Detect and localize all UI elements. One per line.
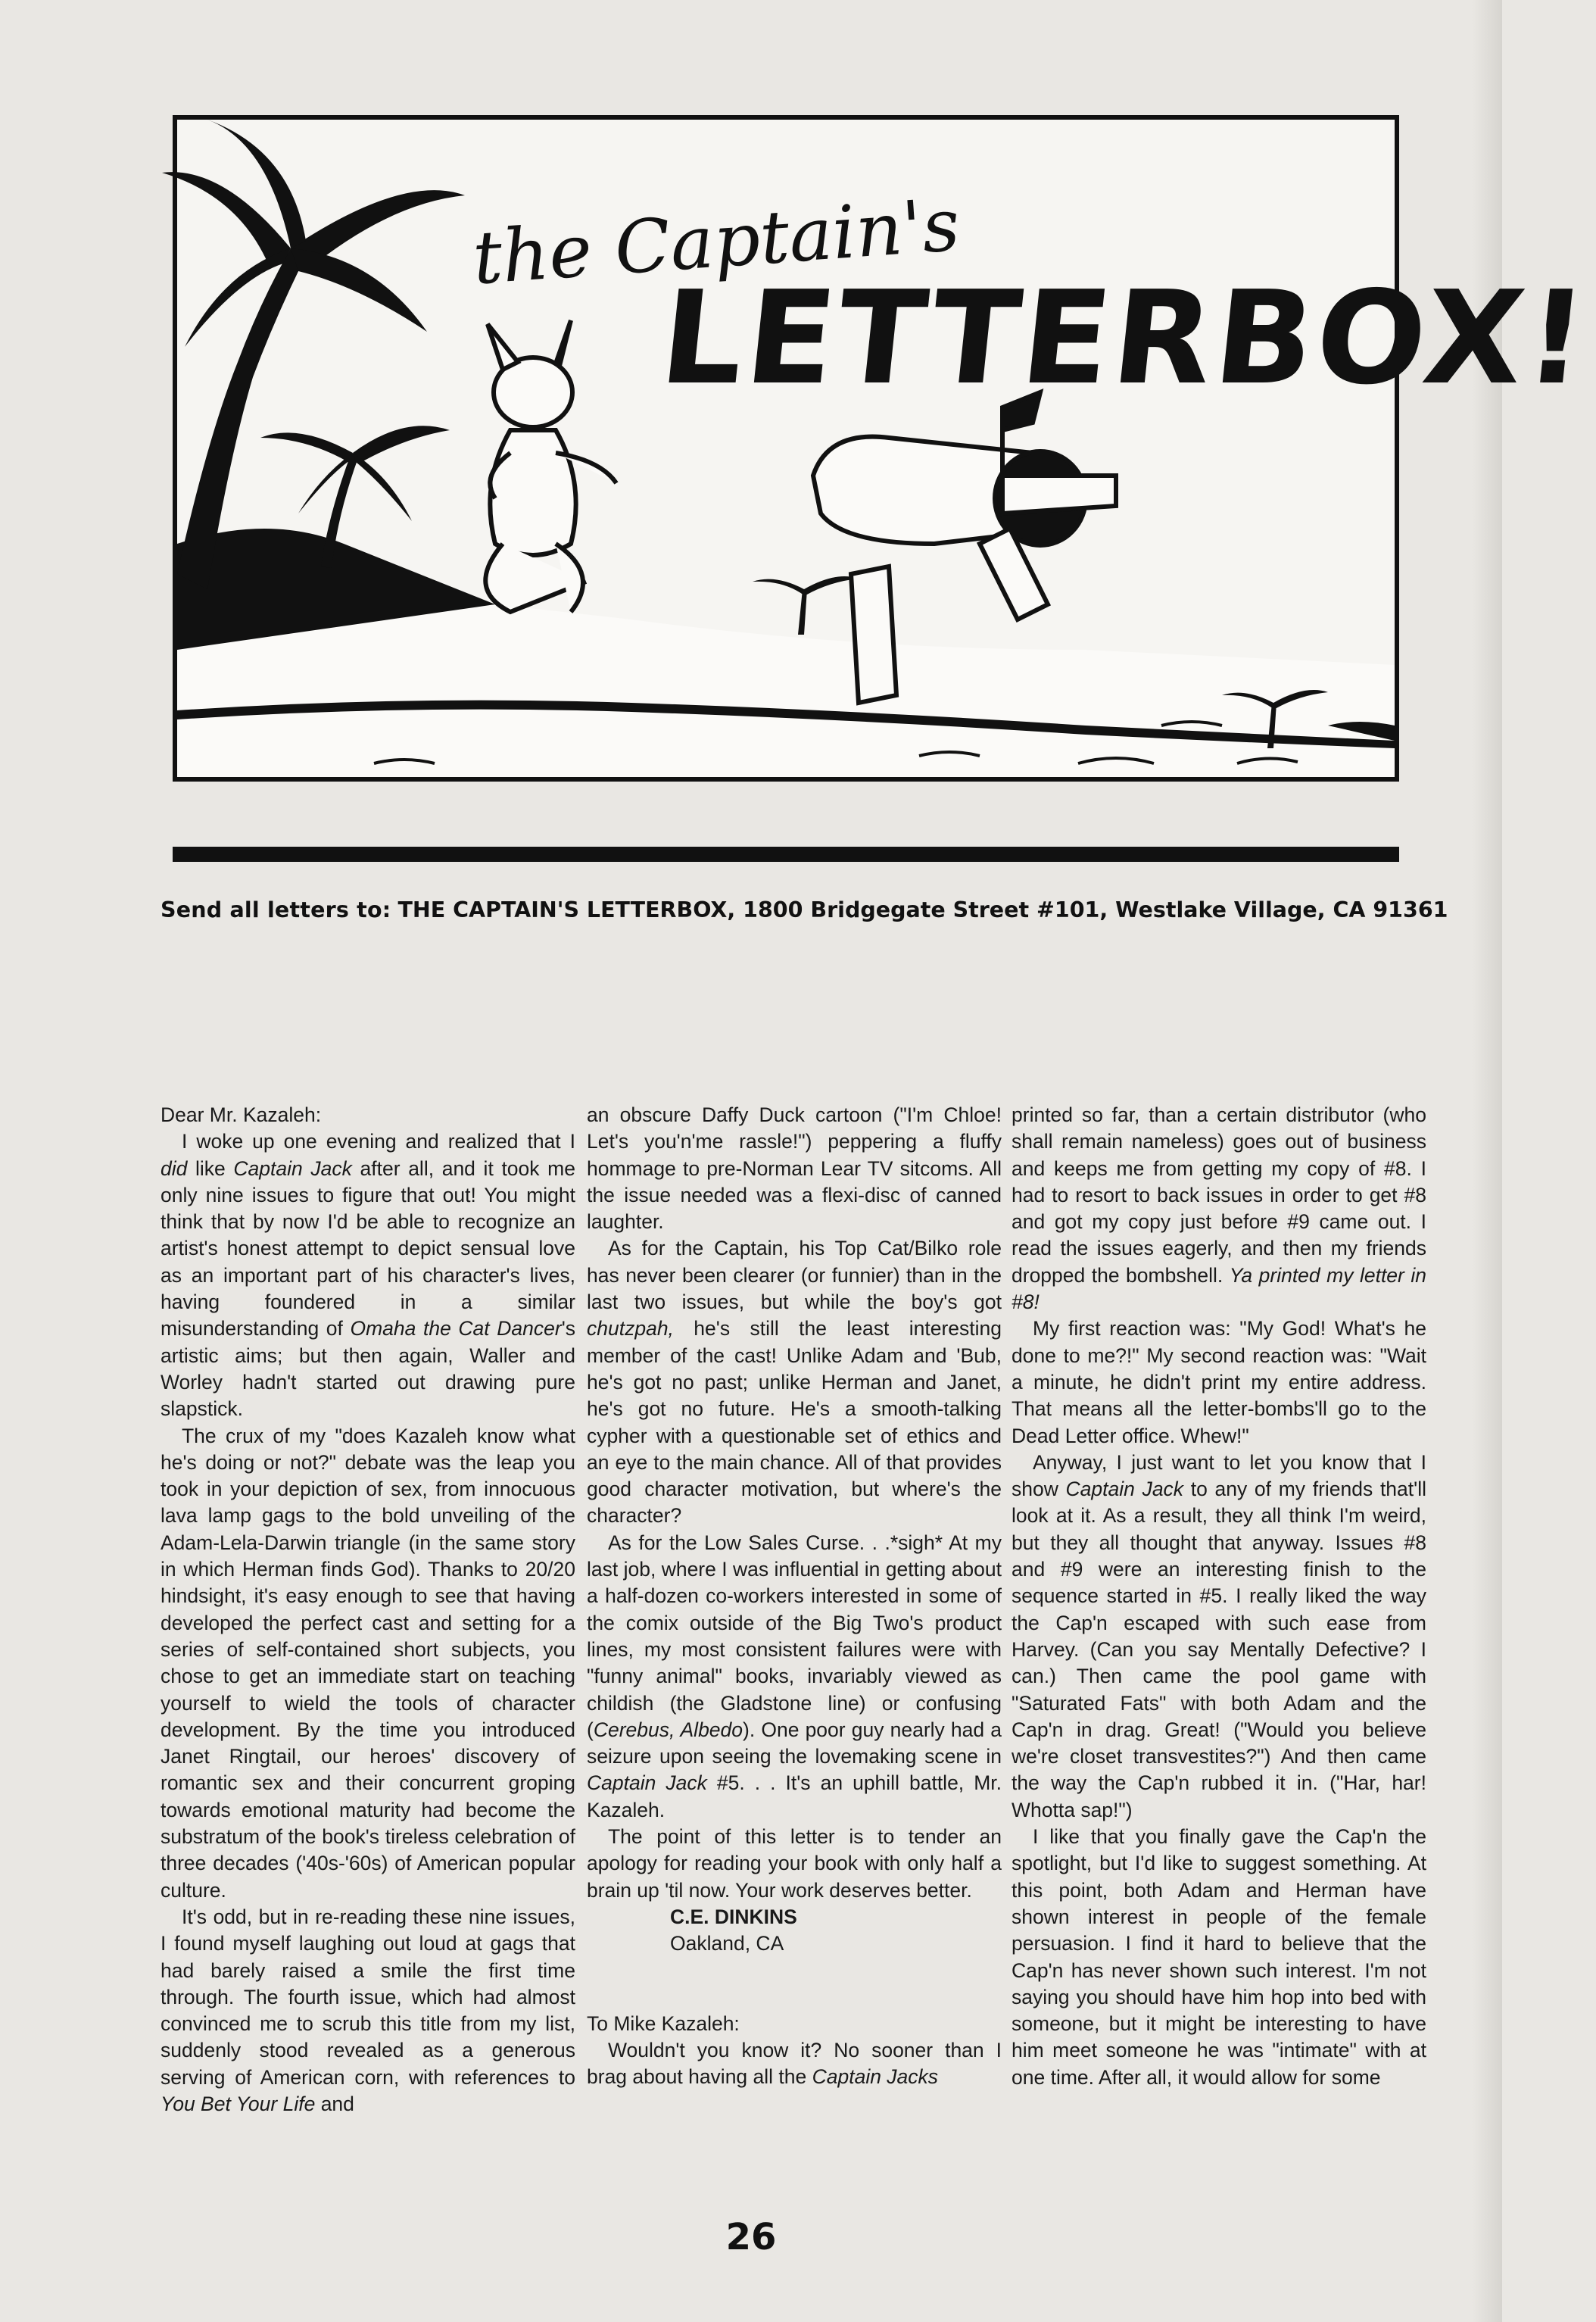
letter-paragraph: The crux of my "does Kazaleh know what he's doing or not?" debate was the leap you took in your depiction of sex, from innocuous lava lamp gags to the bold unveiling of the Adam-Lela-Darwin triangle (in the same story in which Herman finds God). Thanks to 20/20 hindsight, it's easy enough to see that having developed the perfect cast and setting for a series of self-contained short subjects, you chose to get an immediate start on teaching yourself to wield the tools of character development. By the time you introduced Janet Ringtail, our heroes' discovery of romantic sex and their concurrent groping towards emotional maturity had become the substratum of the book's tireless celebration of three decades ('40s-'60s) of American popular culture.	[161, 1424, 575, 1902]
letter-paragraph: My first reaction was: "My God! What's he done to me?!" My second reaction was: "Wait a minute, he didn't print my entire address. That means all the letter-bombs'll go to the Dead Letter office. Whew!"	[1012, 1317, 1426, 1447]
letter-paragraph: As for the Captain, his Top Cat/Bilko role has never been clearer (or funnier) than in the last two issues, but while the boy's got chutzpah, he's still the least interesting member of the cast! Unlike Adam and 'Bub, he's got no past; unlike Herman and Janet, he's got no future. He's a smooth-talking cypher with a questionable set of ethics and an eye to the main chance. All of that provides good character motivation, but where's the character?	[587, 1237, 1002, 1528]
mailing-address-line	[161, 897, 1448, 922]
letter-paragraph: Anyway, I just want to let you know that I show Captain Jack to any of my friends that'll look at it. As a result, they all think I'm weird, but they all thought that anyway. Issues #8 and #9 were an interesting finish to the sequence started in #5. I really liked the way the Cap'n escaped with such ease from Harvey. (Can you say Mentally Defective? I can.) Then came the pool game with "Saturated Fats" with both Adam and the Cap'n in drag. Great! ("Would you believe we're closet transvestites?") And then came the way the Cap'n rubbed it in. ("Har, har! Whotta sap!")	[1012, 1450, 1426, 1821]
letterbox-banner	[173, 115, 1596, 782]
page-number: 26	[725, 2216, 777, 2258]
divider-rule	[173, 847, 1399, 862]
letter-column-2	[587, 1102, 1002, 2090]
letter-paragraph: I like that you finally gave the Cap'n the spotlight, but I'd like to suggest something. At this point, both Adam and Herman have shown interest in people of the female persuasion. I find it hard to believe that the Cap'n has never shown such interest. I'm not saying you should have him hop into bed with someone, but it might be interesting to have him meet someone he was "intimate" with at one time. After all, it would allow for some	[1012, 1825, 1426, 2089]
letter-paragraph: I woke up one evening and realized that I did like Captain Jack after all, and it took me only nine issues to figure that out! You might think that by now I'd be able to recognize an artist's honest attempt to depict sensual love as an important part of his character's lives, having foundered in a similar misunderstanding of Omaha the Cat Dancer's artistic aims; but then again, Waller and Worley hadn't started out drawing pure slapstick.	[161, 1130, 575, 1421]
letter-paragraph: Wouldn't you know it? No sooner than I brag about having all the Captain Jacks	[587, 2038, 1002, 2089]
banner-title-script: the Captain's	[469, 182, 962, 301]
letter-paragraph: Oakland, CA	[670, 1932, 784, 1955]
letter-paragraph: The point of this letter is to tender an apology for reading your book with only half a brain up 'til now. Your work deserves better.	[587, 1825, 1002, 1902]
letter-paragraph: C.E. DINKINS	[670, 1905, 797, 1928]
letter-paragraph: printed so far, than a certain distributor (who shall remain nameless) goes out of business and keeps me from getting my copy of #8. I had to resort to back issues in order to get #8 and got my copy just before #9 came out. I read the issues eagerly, and then my friends dropped the bombshell. Ya printed my letter in #8!	[1012, 1103, 1426, 1314]
letter-paragraph: It's odd, but in re-reading these nine issues, I found myself laughing out loud at gags that had barely raised a smile the first time through. The fourth issue, which had almost convinced me to scrub this title from my list, suddenly stood revealed as a generous serving of American corn, with references to You Bet Your Life and	[161, 1905, 575, 2115]
letter-paragraph: an obscure Daffy Duck cartoon ("I'm Chloe! Let's you'n'me rassle!") peppering a fluffy hommage to pre-Norman Lear TV sitcoms. All the issue needed was a flexi-disc of canned laughter.	[587, 1103, 1002, 1234]
letter-column-3	[1012, 1102, 1426, 2091]
address-label: Send all letters to:	[161, 897, 391, 922]
letter-paragraph	[587, 1958, 1002, 2011]
letter-paragraph: Dear Mr. Kazaleh:	[161, 1103, 322, 1126]
letter-paragraph: As for the Low Sales Curse. . .*sigh* At my last job, where I was influential in getting about a half-dozen co-workers interested in some of the comix outside of the Big Two's product lines, my most consistent failures were with "funny animal" books, invariably viewed as childish (the Gladstone line) or confusing (Cerebus, Albedo). One poor guy nearly had a seizure upon seeing the lovemaking scene in Captain Jack #5. . . It's an uphill battle, Mr. Kazaleh.	[587, 1531, 1002, 1821]
letter-column-1	[161, 1102, 575, 2118]
letter-paragraph: To Mike Kazaleh:	[587, 2011, 740, 2035]
banner-title-letterbox: LETTERBOX!	[653, 264, 1596, 414]
address-value: THE CAPTAIN'S LETTERBOX, 1800 Bridgegate Street #101, Westlake Village, CA 91361	[397, 897, 1448, 922]
